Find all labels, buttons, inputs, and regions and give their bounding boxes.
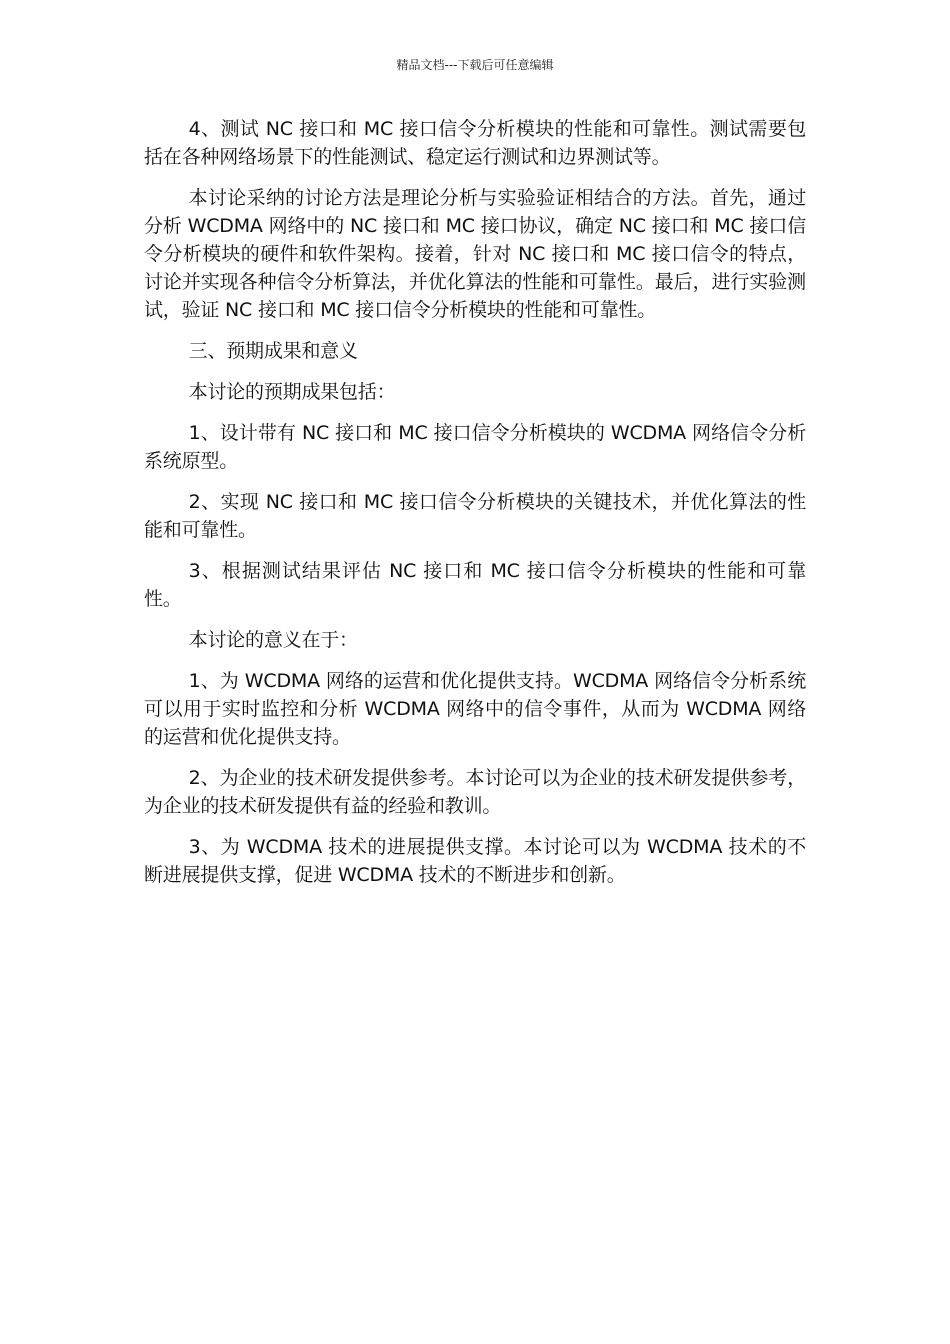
- page-header: 精品文档---下载后可任意编辑: [396, 58, 554, 72]
- paragraph-significance-3: 3、为 WCDMA 技术的进展提供支撑。本讨论可以为 WCDMA 技术的不断进展提供支撑，促进 WCDMA 技术的不断进步和创新。: [144, 836, 806, 886]
- paragraph-significance-intro: 本讨论的意义在于：: [188, 629, 358, 651]
- paragraph-results-intro: 本讨论的预期成果包括：: [188, 381, 396, 403]
- paragraph-result-2: 2、实现 NC 接口和 MC 接口信令分析模块的关键技术，并优化算法的性能和可靠性。: [144, 491, 806, 541]
- section-heading-expected-results: 三、预期成果和意义: [188, 340, 358, 362]
- paragraph-significance-2: 2、为企业的技术研发提供参考。本讨论可以为企业的技术研发提供参考，为企业的技术研发提供有益的经验和教训。: [144, 767, 806, 817]
- paragraph-result-1: 1、设计带有 NC 接口和 MC 接口信令分析模块的 WCDMA 网络信令分析系统原型。: [144, 422, 806, 472]
- document-body: [144, 115, 806, 902]
- paragraph-result-3: 3、根据测试结果评估 NC 接口和 MC 接口信令分析模块的性能和可靠性。: [144, 560, 806, 610]
- paragraph-significance-1: 1、为 WCDMA 网络的运营和优化提供支持。WCDMA 网络信令分析系统可以用于实时监控和分析 WCDMA 网络中的信令事件，从而为 WCDMA 网络的运营和优化提供支持。: [144, 670, 806, 748]
- paragraph-test-item-4: 4、测试 NC 接口和 MC 接口信令分析模块的性能和可靠性。测试需要包括在各种网络场景下的性能测试、稳定运行测试和边界测试等。: [144, 118, 806, 168]
- paragraph-research-method: 本讨论采纳的讨论方法是理论分析与实验验证相结合的方法。首先，通过分析 WCDMA 网络中的 NC 接口和 MC 接口协议，确定 NC 接口和 MC 接口信令分析模块的硬件和软件架构。接着，针对 NC 接口和 MC 接口信令的特点，讨论并实现各种信令分析算法，并优化算法的性能和可靠性。最后，进行实验测试，验证 NC 接口和 MC 接口信令分析模块的性能和可靠性。: [144, 187, 806, 321]
